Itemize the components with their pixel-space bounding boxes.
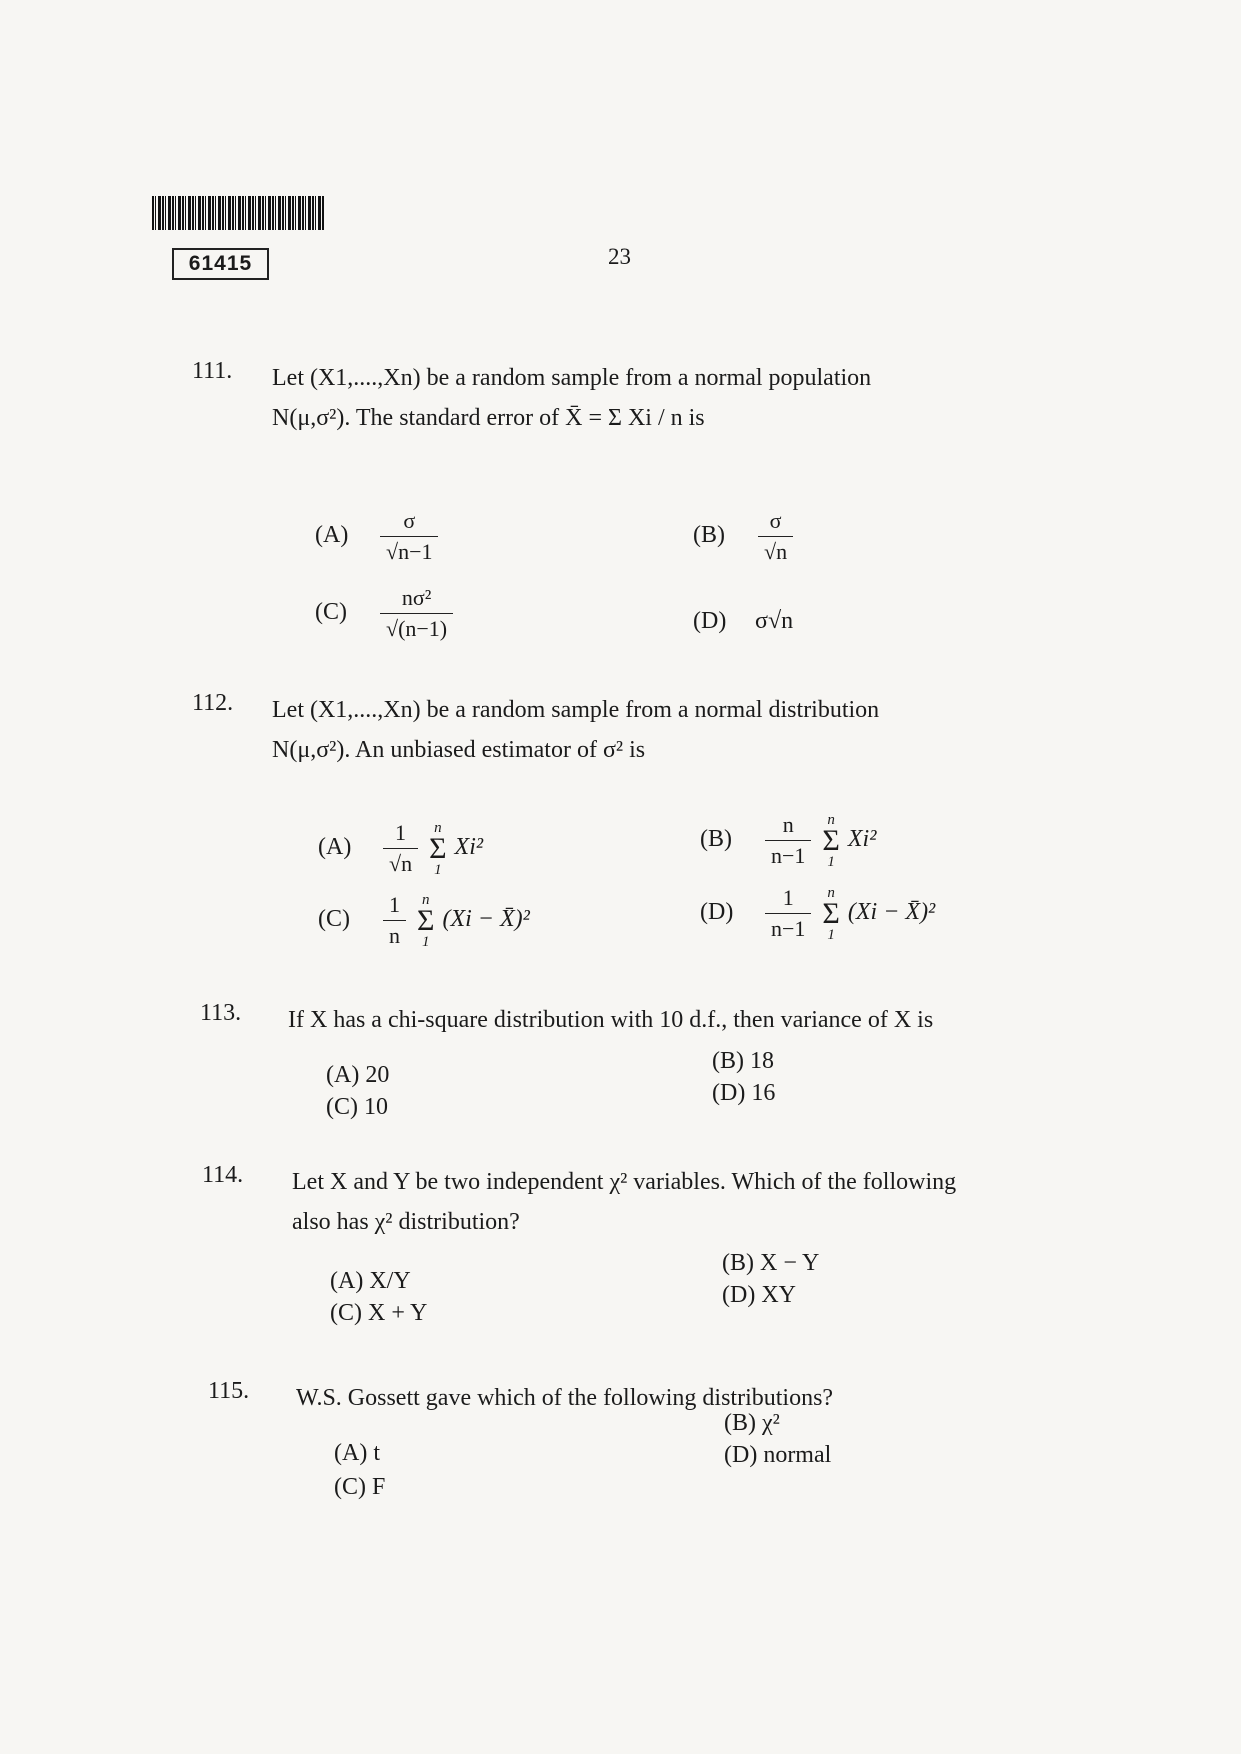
question-line-2: N(μ,σ²). An unbiased estimator of σ² is	[272, 737, 646, 763]
fraction	[383, 820, 418, 877]
summation: n Σ 1	[429, 819, 447, 878]
term: Xi²	[847, 826, 877, 853]
fraction	[380, 585, 453, 642]
option-label: (D)	[693, 608, 727, 634]
option-114-c[interactable]: (C) X + Y	[330, 1300, 428, 1326]
denominator: n−1	[771, 843, 806, 868]
sum-lower: 1	[434, 861, 442, 878]
denominator: √n−1	[386, 539, 433, 564]
option-112-c[interactable]	[318, 892, 530, 949]
option-112-d[interactable]	[700, 885, 935, 942]
question-text: W.S. Gossett gave which of the following distributions?	[296, 1385, 834, 1411]
denominator: √n	[764, 539, 788, 564]
option-111-a[interactable]	[315, 508, 441, 565]
question-line-2b: X̄ = Σ Xi / n is	[565, 405, 705, 431]
sum-lower: 1	[421, 933, 430, 950]
question-text	[272, 358, 1072, 438]
option-112-a[interactable]	[318, 820, 483, 877]
sum-lower: 1	[827, 853, 835, 870]
sum-upper: n	[827, 884, 835, 901]
option-113-a[interactable]: (A) 20	[326, 1062, 390, 1088]
option-label: (C)	[315, 599, 347, 626]
numerator: nσ²	[380, 585, 453, 614]
option-115-d[interactable]: (D) normal	[724, 1442, 832, 1468]
option-115-b[interactable]: (B) χ²	[724, 1410, 780, 1436]
question-line-1: Let (X1,....,Xn) be a random sample from a normal distribution	[272, 697, 880, 723]
numerator: n	[765, 812, 811, 841]
question-number: 112.	[192, 690, 234, 716]
fraction	[765, 812, 811, 869]
sum-lower: 1	[827, 926, 835, 943]
question-line-2a: N(μ,σ²). The standard error of	[272, 405, 560, 431]
term: (Xi − X̄)²	[847, 899, 936, 926]
option-114-a[interactable]: (A) X/Y	[330, 1268, 411, 1294]
question-line-2: also has χ² distribution?	[292, 1209, 520, 1235]
option-111-d[interactable]	[693, 608, 793, 635]
option-113-b[interactable]: (B) 18	[712, 1048, 774, 1074]
option-label: (B)	[700, 826, 732, 853]
denominator: n−1	[771, 916, 806, 941]
fraction	[758, 508, 793, 565]
option-115-a[interactable]: (A) t	[334, 1440, 380, 1466]
denominator: √n	[389, 851, 413, 876]
option-label: (B)	[693, 522, 725, 549]
option-113-d[interactable]: (D) 16	[712, 1080, 776, 1106]
option-113-c[interactable]: (C) 10	[326, 1094, 388, 1120]
option-114-b[interactable]: (B) X − Y	[722, 1250, 820, 1276]
paper-code: 61415	[172, 248, 269, 280]
question-line-2	[272, 398, 1072, 438]
numerator: 1	[383, 820, 418, 849]
fraction	[765, 885, 811, 942]
option-115-c[interactable]: (C) F	[334, 1474, 386, 1500]
barcode	[152, 196, 324, 230]
denominator: √(n−1)	[386, 616, 448, 641]
question-line-1: Let X and Y be two independent χ² variables. Which of the following	[292, 1169, 957, 1195]
summation: n Σ 1	[417, 891, 435, 950]
question-text	[292, 1162, 1112, 1242]
term: (Xi − X̄)²	[442, 906, 530, 933]
numerator: 1	[383, 892, 406, 921]
term: Xi²	[454, 834, 484, 861]
option-112-b[interactable]	[700, 812, 876, 869]
question-number: 111.	[192, 358, 233, 384]
numerator: σ	[758, 508, 793, 537]
option-label: (A)	[318, 834, 352, 861]
question-number: 114.	[202, 1162, 244, 1188]
sum-upper: n	[421, 891, 430, 908]
option-111-b[interactable]	[693, 508, 796, 565]
question-text	[272, 690, 1072, 770]
sum-upper: n	[434, 819, 442, 836]
page-number: 23	[608, 244, 631, 269]
fraction	[380, 508, 438, 565]
option-label: (A)	[315, 522, 349, 549]
option-111-c[interactable]	[315, 585, 456, 642]
option-114-d[interactable]: (D) XY	[722, 1282, 796, 1308]
numerator: σ	[380, 508, 438, 537]
summation: n Σ 1	[822, 884, 840, 943]
fraction	[383, 892, 406, 949]
question-text: If X has a chi-square distribution with 10 d.f., then variance of X is	[288, 1007, 934, 1033]
numerator: 1	[765, 885, 811, 914]
option-text: σ√n	[755, 608, 794, 634]
denominator: n	[389, 923, 400, 948]
option-label: (D)	[700, 899, 734, 926]
question-line-1: Let (X1,....,Xn) be a random sample from a normal population	[272, 365, 872, 391]
question-number: 113.	[200, 1000, 242, 1026]
option-label: (C)	[318, 906, 350, 933]
question-number: 115.	[208, 1378, 250, 1404]
sum-upper: n	[827, 811, 835, 828]
summation: n Σ 1	[822, 811, 840, 870]
